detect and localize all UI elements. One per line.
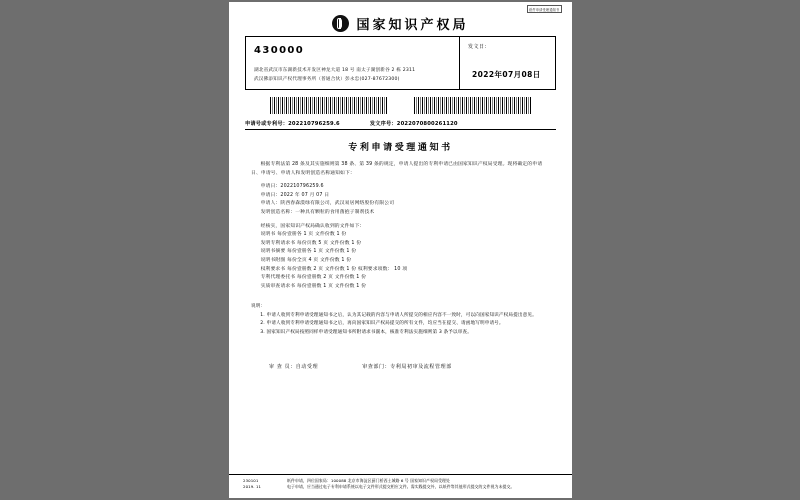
note-line: 3. 国家知识产权局按照同样申请受理通知书所附请求书副本，核准专利法实施细则第 3 条予以审查。 (260, 329, 473, 335)
notification-document (229, 2, 572, 498)
address-line-1: 湖北省武汉市东湖新技术开发区神龙大道 18 号 南太子湖创新谷 2 栋 2311 (254, 68, 416, 73)
field-invention-title: 发明创造名称：一种具有颗粒的食用菌抱子制剂技术 (260, 209, 375, 215)
document-body (251, 161, 550, 291)
document-header (229, 14, 572, 36)
identifier-line (245, 120, 556, 130)
footer-line-1: 纸件申请，四位国家局：100088 北京市海淀区蓟门桥西土城路 6 号 国家知识产权局受理处 (287, 477, 451, 483)
postal-code: 430000 (254, 45, 305, 56)
footer-line-2: 电子申请，应当通过电子专利申请系统以电子文件形式提交相应文件。需实践提交外，以纸件等其他形式提交的文件视为未提交。 (287, 483, 515, 489)
examiner-field: 审 查 员：自动受理 (269, 363, 319, 370)
footer-version: 2019. 11 (243, 483, 262, 489)
barcode-left (270, 97, 388, 114)
barcode-row (245, 97, 556, 114)
list-item: 实质审查请求书 每份壹册数 1 页 文件份数 1 份 (260, 283, 367, 289)
list-item: 发明专利请求书 每份页数 5 页 文件份数 1 份 (260, 240, 362, 246)
list-item: 专利代理委托书 每份壹册数 2 页 文件份数 1 份 (260, 275, 367, 281)
intro-paragraph: 根据专利法第 28 条及其实施细则第 38 条、第 39 条的规定，申请人提出的专利申请已由国家知识产权局受理。现将确定的申请日、申请号、申请人和发明创造名称通知如下： (251, 162, 543, 176)
page-title: 专利申请受理通知书 (348, 143, 453, 153)
address-column (246, 37, 459, 89)
address-line-2: 武汉佛添知识产权代理事务所（普通合伙）彭永忠(027-87672300) (254, 77, 400, 82)
footer-code: 230101 (243, 477, 259, 483)
date-value: 2022年07月08日 (472, 70, 541, 79)
note-line: 2. 申请人收到专利申请受理通知书之后，再向国家知识产权局提交的所有文件，均应当在提交、请函地写明申请号。 (260, 321, 504, 327)
date-label: 发文日： (468, 44, 491, 50)
national-emblem-icon (332, 15, 349, 32)
note-line: 1. 申请人收到专利申请受理通知书之后，认为其记载的内容与申请人所提交的相应内容不一致时，可以向国家知识产权局提出意见。 (260, 312, 537, 318)
addressee-block (245, 37, 556, 90)
attachment-intro: 经核实，国家知识产权局确认收到的文件如下： (260, 223, 365, 229)
barcode-right (414, 97, 532, 114)
field-app-no: 申请日：202210796259.6 (260, 184, 324, 190)
list-item: 说明书 每份壹册各 1 页 文件份数 1 份 (260, 232, 347, 238)
department-field: 审查部门：专利局初审及流程管理部 (362, 363, 452, 370)
field-applicant: 申请人：陕西春森漠绿有限公司，武汉易居网络股份有限公司 (260, 201, 395, 207)
document-footer (229, 474, 572, 490)
application-number: 申请号或专利号：202210796259.6 (245, 121, 340, 127)
notes-section (251, 303, 550, 337)
corner-code: 纸件申请受理通知书 (527, 5, 563, 13)
notes-title: 说明： (251, 304, 266, 310)
serial-number: 发文序号：2022070800261120 (369, 121, 458, 127)
issuing-authority-title: 国家知识产权局 (356, 18, 469, 33)
list-item: 说明书附图 每份全页 4 页 文件份数 1 份 (260, 257, 352, 263)
list-item: 说明书摘要 每份壹册各 1 页 文件份数 1 份 (260, 249, 357, 255)
field-filing-date: 申请日：2022 年 07 月 07 日 (260, 192, 330, 198)
date-column (459, 37, 555, 89)
list-item: 权利要求书 每份壹册数 2 页 文件份数 1 份 权利要求项数： 10 项 (260, 266, 408, 272)
signature-row (269, 363, 532, 370)
